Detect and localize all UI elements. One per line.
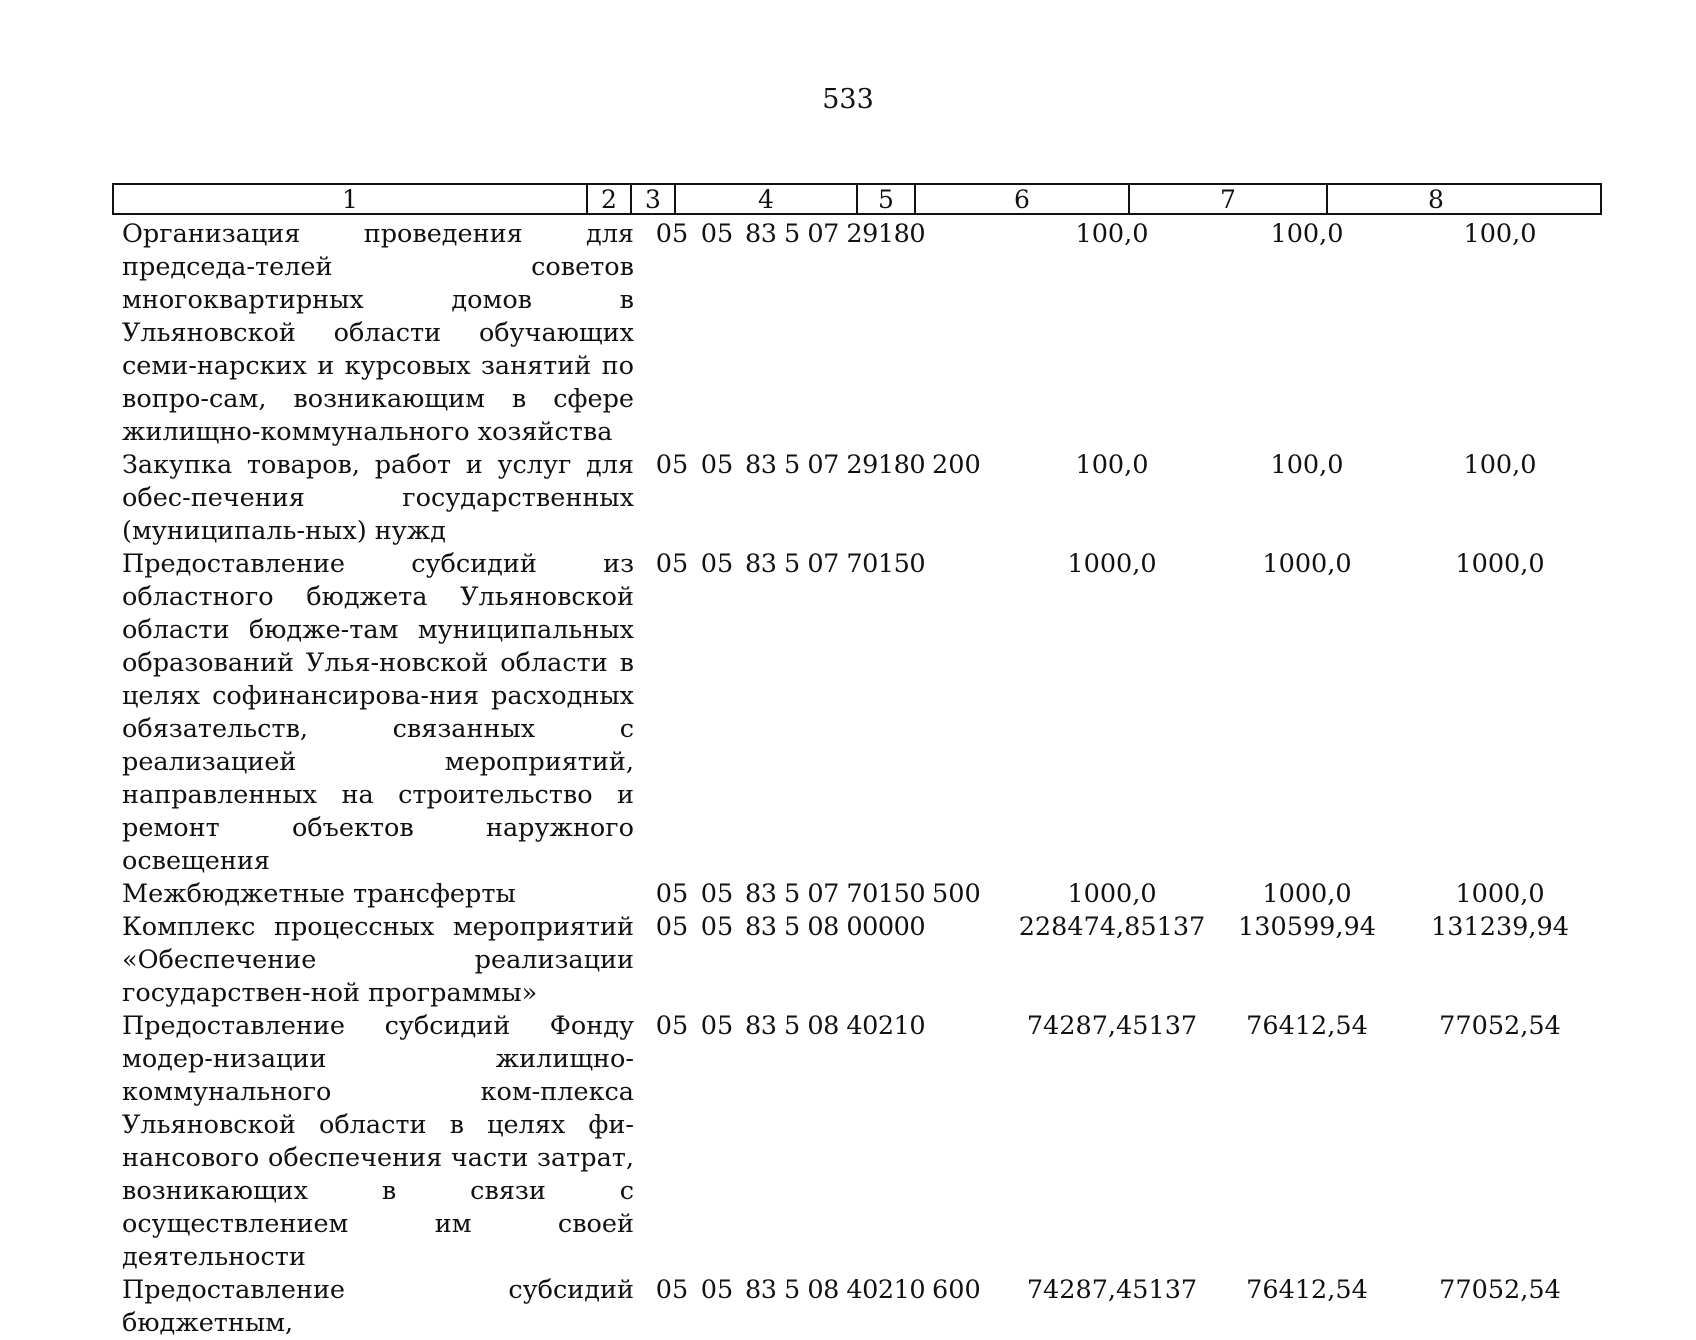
row-col-7: 100,0 [1270, 219, 1344, 249]
budget-table [112, 183, 1602, 215]
row-col-4: 83 5 08 40210 [745, 1011, 926, 1041]
row-col-8: 77052,54 [1439, 1275, 1561, 1305]
row-col-3: 05 [700, 1011, 734, 1041]
row-name: Предоставление субсидий из областного бюджета Ульяновской области бюдже-там муниципальных образований Улья-новской области в целях софинансирова-ния расходных обязательств, связанных с реализацией мероприятий, направленных на строительство и ремонт объектов наружного освещения [122, 549, 634, 876]
row-name: Закупка товаров, работ и услуг для обес-печения государственных (муниципаль-ных) нужд [122, 450, 634, 546]
header-col-7: 7 [1130, 185, 1328, 213]
row-col-3: 05 [700, 219, 734, 249]
header-col-8: 8 [1428, 185, 1444, 214]
row-col-2: 05 [655, 1011, 689, 1041]
row-col-2: 05 [655, 219, 689, 249]
header-col-4: 4 [676, 185, 858, 213]
header-col-2: 2 [588, 185, 632, 213]
row-col-8: 131239,94 [1431, 912, 1569, 942]
row-col-3: 05 [700, 549, 734, 579]
table-body [112, 218, 1602, 1340]
row-col-5: 500 [932, 879, 981, 909]
row-col-3: 05 [700, 912, 734, 942]
table-row [112, 449, 1602, 548]
table-row [112, 1010, 1602, 1274]
row-col-6: 100,0 [1075, 450, 1149, 480]
row-col-5: 200 [932, 450, 981, 480]
row-col-4: 83 5 07 29180 [745, 219, 926, 249]
row-col-8: 77052,54 [1439, 1011, 1561, 1041]
row-col-8: 1000,0 [1455, 549, 1545, 579]
row-name: Предоставление субсидий Фонду модер-низации жилищно-коммунального ком-плекса Ульяновской области в целях фи-нансового обеспечения части затрат, возникающих в связи с осуществлением им своей деятельности [122, 1011, 634, 1272]
row-col-2: 05 [655, 549, 689, 579]
row-col-7: 1000,0 [1262, 879, 1352, 909]
row-col-4: 83 5 08 00000 [745, 912, 926, 942]
row-col-3: 05 [700, 879, 734, 909]
table-row [112, 218, 1602, 449]
row-col-6: 1000,0 [1067, 549, 1157, 579]
row-col-2: 05 [655, 879, 689, 909]
row-col-6: 1000,0 [1067, 879, 1157, 909]
page-number: 533 [822, 84, 874, 115]
row-col-6: 100,0 [1075, 219, 1149, 249]
row-col-7: 76412,54 [1246, 1011, 1368, 1041]
row-col-2: 05 [655, 1275, 689, 1305]
row-col-8: 100,0 [1463, 450, 1537, 480]
table-row [112, 1274, 1602, 1340]
row-col-8: 1000,0 [1455, 879, 1545, 909]
row-col-2: 05 [655, 912, 689, 942]
row-col-4: 83 5 07 70150 [745, 879, 926, 909]
row-col-4: 83 5 07 29180 [745, 450, 926, 480]
table-header [112, 183, 1602, 215]
row-col-4: 83 5 08 40210 [745, 1275, 926, 1305]
row-col-7: 130599,94 [1238, 912, 1376, 942]
row-col-4: 83 5 07 70150 [745, 549, 926, 579]
header-col-5: 5 [858, 185, 916, 213]
row-col-3: 05 [700, 450, 734, 480]
header-col-1: 1 [114, 185, 588, 213]
row-col-6: 74287,45137 [1026, 1275, 1198, 1305]
row-name: Комплекс процессных мероприятий «Обеспечение реализации государствен-ной программы» [122, 912, 634, 1008]
row-col-5: 600 [932, 1275, 981, 1305]
header-col-6: 6 [916, 185, 1130, 213]
row-col-6: 228474,85137 [1018, 912, 1206, 942]
header-col-3: 3 [632, 185, 676, 213]
row-col-2: 05 [655, 450, 689, 480]
table-row [112, 911, 1602, 1010]
table-row [112, 878, 1602, 911]
row-col-7: 1000,0 [1262, 549, 1352, 579]
row-col-8: 100,0 [1463, 219, 1537, 249]
row-col-7: 100,0 [1270, 450, 1344, 480]
row-name: Межбюджетные трансферты [122, 879, 516, 909]
table-row [112, 548, 1602, 878]
row-name: Организация проведения для председа-телей советов многоквартирных домов в Ульяновской области обучающих семи-нарских и курсовых занятий по вопро-сам, возникающим в сфере жилищно-коммунального хозяйства [122, 219, 634, 447]
row-col-3: 05 [700, 1275, 734, 1305]
row-col-6: 74287,45137 [1026, 1011, 1198, 1041]
row-name: Предоставление субсидий бюджетным, [122, 1275, 634, 1338]
row-col-7: 76412,54 [1246, 1275, 1368, 1305]
